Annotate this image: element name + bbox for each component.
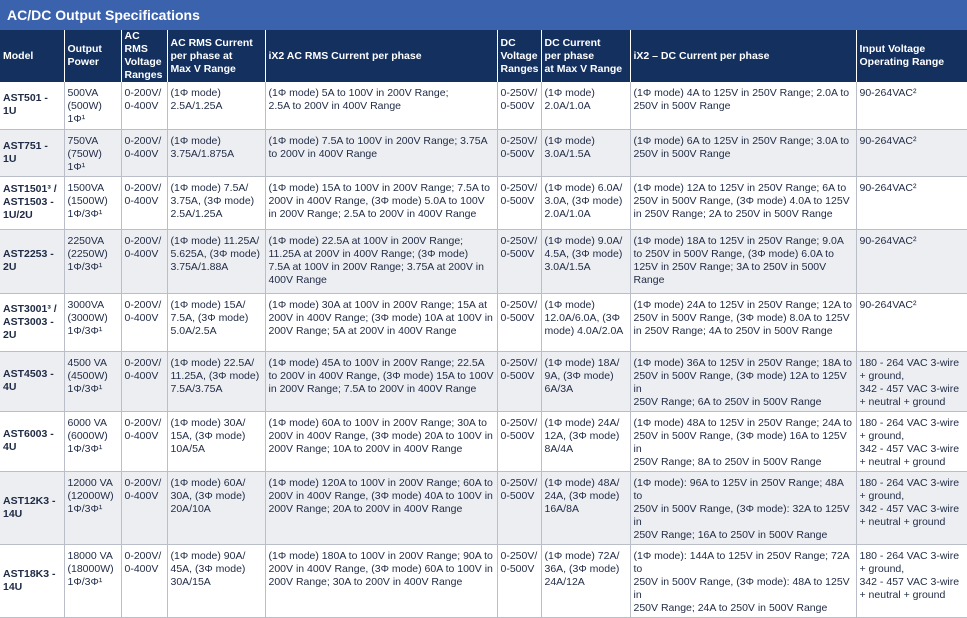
cell-dc-current: (1Φ mode) 2.0A/1.0A [541,82,630,129]
cell-ix2-dc: (1Φ mode) 6A to 125V in 250V Range; 3.0A to 250V in 500V Range [630,129,856,176]
cell-power: 750VA (750W) 1Φ¹ [64,129,121,176]
spec-table [0,30,967,618]
cell-ac-voltage: 0-200V/ 0-400V [121,351,167,411]
cell-ac-voltage: 0-200V/ 0-400V [121,229,167,293]
cell-dc-voltage: 0-250V/ 0-500V [497,293,541,351]
table-row [0,471,967,544]
header-row [0,30,967,82]
cell-input-voltage: 180 - 264 VAC 3-wire + ground, 342 - 457 VAC 3-wire + neutral + ground [856,544,967,617]
cell-input-voltage: 90-264VAC² [856,129,967,176]
cell-ac-current: (1Φ mode) 30A/ 15A, (3Φ mode) 10A/5A [167,411,265,471]
cell-ix2-dc: (1Φ mode) 24A to 125V in 250V Range; 12A to 250V in 500V Range, (3Φ mode) 8.0A to 125V in 250V Range; 4A to 250V in 500V Range [630,293,856,351]
cell-ix2-dc: (1Φ mode) 4A to 125V in 250V Range; 2.0A to 250V in 500V Range [630,82,856,129]
cell-power: 12000 VA (12000W) 1Φ/3Φ¹ [64,471,121,544]
cell-power: 500VA (500W) 1Φ¹ [64,82,121,129]
header-ix2-dc-current: iX2 – DC Current per phase [630,30,856,82]
cell-input-voltage: 180 - 264 VAC 3-wire + ground, 342 - 457 VAC 3-wire + neutral + ground [856,351,967,411]
cell-ac-current: (1Φ mode) 60A/ 30A, (3Φ mode) 20A/10A [167,471,265,544]
table-row [0,129,967,176]
header-output-power: Output Power [64,30,121,82]
table-row [0,544,967,617]
cell-dc-current: (1Φ mode) 72A/ 36A, (3Φ mode) 24A/12A [541,544,630,617]
header-input-voltage: Input Voltage Operating Range [856,30,967,82]
cell-model: AST12K3 - 14U [0,471,64,544]
cell-power: 2250VA (2250W) 1Φ/3Φ¹ [64,229,121,293]
cell-ac-voltage: 0-200V/ 0-400V [121,544,167,617]
cell-ix2-ac: (1Φ mode) 15A to 100V in 200V Range; 7.5A to 200V in 400V Range, (3Φ mode) 5.0A to 100V in 200V Range; 2.5A to 200V in 400V Range [265,176,497,229]
header-ix2-ac-current: iX2 AC RMS Current per phase [265,30,497,82]
cell-ac-current: (1Φ mode) 15A/ 7.5A, (3Φ mode) 5.0A/2.5A [167,293,265,351]
cell-dc-current: (1Φ mode) 3.0A/1.5A [541,129,630,176]
cell-ac-voltage: 0-200V/ 0-400V [121,411,167,471]
cell-model: AST2253 - 2U [0,229,64,293]
cell-model: AST751 - 1U [0,129,64,176]
cell-power: 18000 VA (18000W) 1Φ/3Φ¹ [64,544,121,617]
cell-ix2-dc: (1Φ mode) 48A to 125V in 250V Range; 24A to 250V in 500V Range, (3Φ mode) 16A to 125V in 250V Range; 8A to 250V in 500V Range [630,411,856,471]
cell-power: 3000VA (3000W) 1Φ/3Φ¹ [64,293,121,351]
cell-model: AST1501³ / AST1503 - 1U/2U [0,176,64,229]
cell-input-voltage: 90-264VAC² [856,229,967,293]
table-row [0,176,967,229]
cell-ac-current: (1Φ mode) 11.25A/ 5.625A, (3Φ mode) 3.75A/1.88A [167,229,265,293]
cell-ix2-dc: (1Φ mode) 36A to 125V in 250V Range; 18A to 250V in 500V Range, (3Φ mode) 12A to 125V in 250V Range; 6A to 250V in 500V Range [630,351,856,411]
cell-dc-current: (1Φ mode) 24A/ 12A, (3Φ mode) 8A/4A [541,411,630,471]
cell-ac-voltage: 0-200V/ 0-400V [121,129,167,176]
cell-ix2-ac: (1Φ mode) 60A to 100V in 200V Range; 30A to 200V in 400V Range, (3Φ mode) 20A to 100V in 200V Range; 10A to 200V in 400V Range [265,411,497,471]
header-dc-voltage: DC Voltage Ranges [497,30,541,82]
table-row [0,351,967,411]
table-row [0,229,967,293]
cell-ac-current: (1Φ mode) 2.5A/1.25A [167,82,265,129]
cell-ix2-dc: (1Φ mode) 12A to 125V in 250V Range; 6A to 250V in 500V Range, (3Φ mode) 4.0A to 125V in 250V Range; 2A to 250V in 500V Range [630,176,856,229]
cell-dc-current: (1Φ mode) 9.0A/ 4.5A, (3Φ mode) 3.0A/1.5A [541,229,630,293]
cell-model: AST501 - 1U [0,82,64,129]
cell-dc-voltage: 0-250V/ 0-500V [497,129,541,176]
cell-ac-voltage: 0-200V/ 0-400V [121,82,167,129]
cell-dc-voltage: 0-250V/ 0-500V [497,176,541,229]
header-ac-current: AC RMS Current per phase at Max V Range [167,30,265,82]
cell-input-voltage: 90-264VAC² [856,176,967,229]
table-row [0,82,967,129]
cell-ix2-ac: (1Φ mode) 120A to 100V in 200V Range; 60A to 200V in 400V Range, (3Φ mode) 40A to 100V in 200V Range; 20A to 200V in 400V Range [265,471,497,544]
cell-ac-voltage: 0-200V/ 0-400V [121,176,167,229]
cell-ix2-ac: (1Φ mode) 22.5A at 100V in 200V Range; 11.25A at 200V in 400V Range; (3Φ mode) 7.5A at 100V in 200V Range; 3.75A at 200V in 400V Range [265,229,497,293]
cell-power: 1500VA (1500W) 1Φ/3Φ¹ [64,176,121,229]
cell-model: AST18K3 - 14U [0,544,64,617]
cell-dc-voltage: 0-250V/ 0-500V [497,229,541,293]
cell-ac-current: (1Φ mode) 3.75A/1.875A [167,129,265,176]
cell-power: 4500 VA (4500W) 1Φ/3Φ¹ [64,351,121,411]
cell-ac-voltage: 0-200V/ 0-400V [121,293,167,351]
cell-ac-current: (1Φ mode) 90A/ 45A, (3Φ mode) 30A/15A [167,544,265,617]
cell-dc-current: (1Φ mode) 12.0A/6.0A, (3Φ mode) 4.0A/2.0A [541,293,630,351]
cell-model: AST6003 - 4U [0,411,64,471]
section-title: AC/DC Output Specifications [0,0,967,30]
cell-ix2-ac: (1Φ mode) 45A to 100V in 200V Range; 22.5A to 200V in 400V Range, (3Φ mode) 15A to 100V in 200V Range; 7.5A to 200V in 400V Range [265,351,497,411]
cell-dc-voltage: 0-250V/ 0-500V [497,82,541,129]
cell-ix2-ac: (1Φ mode) 5A to 100V in 200V Range; 2.5A to 200V in 400V Range [265,82,497,129]
header-model: Model [0,30,64,82]
cell-ix2-dc: (1Φ mode) 18A to 125V in 250V Range; 9.0A to 250V in 500V Range, (3Φ mode) 6.0A to 125V in 250V Range; 3A to 250V in 500V Range [630,229,856,293]
cell-ix2-dc: (1Φ mode): 96A to 125V in 250V Range; 48A to 250V in 500V Range, (3Φ mode): 32A to 125V in 250V Range; 16A to 250V in 500V Range [630,471,856,544]
cell-ix2-ac: (1Φ mode) 7.5A to 100V in 200V Range; 3.75A to 200V in 400V Range [265,129,497,176]
cell-model: AST3001³ / AST3003 - 2U [0,293,64,351]
table-row [0,293,967,351]
cell-ix2-ac: (1Φ mode) 30A at 100V in 200V Range; 15A at 200V in 400V Range; (3Φ mode) 10A at 100V in 200V Range; 5A at 200V in 400V Range [265,293,497,351]
cell-dc-current: (1Φ mode) 48A/ 24A, (3Φ mode) 16A/8A [541,471,630,544]
header-ac-voltage: AC RMS Voltage Ranges [121,30,167,82]
cell-input-voltage: 180 - 264 VAC 3-wire + ground, 342 - 457 VAC 3-wire + neutral + ground [856,411,967,471]
cell-dc-voltage: 0-250V/ 0-500V [497,351,541,411]
cell-ac-current: (1Φ mode) 22.5A/ 11.25A, (3Φ mode) 7.5A/3.75A [167,351,265,411]
cell-dc-voltage: 0-250V/ 0-500V [497,411,541,471]
table-row [0,411,967,471]
cell-ix2-ac: (1Φ mode) 180A to 100V in 200V Range; 90A to 200V in 400V Range, (3Φ mode) 60A to 100V in 200V Range; 30A to 200V in 400V Range [265,544,497,617]
cell-dc-current: (1Φ mode) 18A/ 9A, (3Φ mode) 6A/3A [541,351,630,411]
cell-model: AST4503 - 4U [0,351,64,411]
cell-dc-voltage: 0-250V/ 0-500V [497,544,541,617]
cell-dc-voltage: 0-250V/ 0-500V [497,471,541,544]
header-dc-current: DC Current per phase at Max V Range [541,30,630,82]
cell-power: 6000 VA (6000W) 1Φ/3Φ¹ [64,411,121,471]
cell-input-voltage: 180 - 264 VAC 3-wire + ground, 342 - 457 VAC 3-wire + neutral + ground [856,471,967,544]
cell-ac-voltage: 0-200V/ 0-400V [121,471,167,544]
cell-ac-current: (1Φ mode) 7.5A/ 3.75A, (3Φ mode) 2.5A/1.25A [167,176,265,229]
cell-input-voltage: 90-264VAC² [856,82,967,129]
cell-dc-current: (1Φ mode) 6.0A/ 3.0A, (3Φ mode) 2.0A/1.0A [541,176,630,229]
cell-input-voltage: 90-264VAC² [856,293,967,351]
cell-ix2-dc: (1Φ mode): 144A to 125V in 250V Range; 72A to 250V in 500V Range, (3Φ mode): 48A to 125V in 250V Range; 24A to 250V in 500V Range [630,544,856,617]
